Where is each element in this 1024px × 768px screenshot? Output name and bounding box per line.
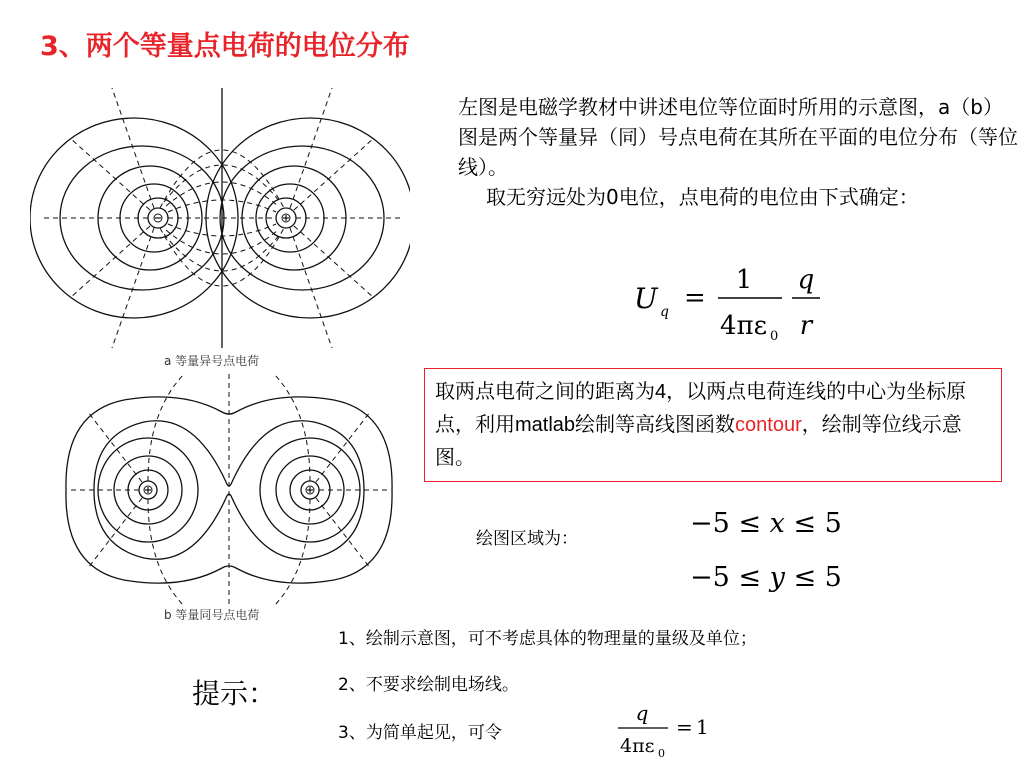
field-line (274, 374, 310, 481)
formula-num2: q (797, 265, 815, 295)
field-line (294, 138, 374, 210)
y-range-lower: −5 ≤ (690, 562, 770, 593)
hint-item: 3、为简单起见，可令 (338, 723, 502, 743)
hint-item: 1、绘制示意图，可不考虑具体的物理量的量级及单位； (338, 629, 757, 649)
field-line (148, 374, 184, 481)
formula-lhs: U (634, 282, 658, 315)
field-line (148, 499, 184, 606)
equipotential-line (242, 166, 346, 270)
formula-den1: 4πε (720, 311, 768, 341)
x-range (690, 508, 842, 539)
simplify-rhs: 1 (696, 715, 709, 739)
figure-opposite-charges (30, 78, 410, 368)
field-line (112, 228, 154, 348)
hint-title: 提示： (192, 677, 277, 710)
simplify-den-sub: 0 (658, 747, 665, 760)
caption-b: b 等量同号点电荷 (164, 608, 260, 622)
formula-den1-sub: 0 (770, 329, 779, 344)
x-variable: x (769, 508, 785, 539)
field-line (70, 226, 150, 298)
figure-like-charges (64, 372, 394, 608)
box-text-3: 绘制等高线图函数 (575, 412, 736, 436)
box-text-1: 取两点电荷之间的距离为 (435, 379, 655, 403)
caption-a: a 等量异号点电荷 (164, 354, 260, 368)
field-line (290, 88, 332, 208)
simplify-num: q (635, 701, 649, 725)
task-box (424, 368, 1002, 482)
hint-item: 2、不要求绘制电场线。 (338, 675, 519, 695)
region-label: 绘图区域为： (476, 529, 578, 549)
intro-text (458, 92, 1018, 212)
formula-eq: = (684, 283, 706, 313)
formula-lhs-sub: q (660, 304, 669, 320)
potential-formula (630, 258, 830, 348)
box-distance: 4 (655, 381, 667, 403)
formula-num1: 1 (735, 265, 753, 295)
field-line (274, 499, 310, 606)
x-range-upper: ≤ 5 (784, 508, 842, 539)
intro-paragraph-2: 取无穷远处为0电位，点电荷的电位由下式确定： (486, 185, 919, 209)
formula-den2: r (799, 311, 813, 341)
x-range-lower: −5 ≤ (690, 508, 770, 539)
y-range-upper: ≤ 5 (784, 562, 842, 593)
y-range (690, 562, 842, 593)
box-contour-func: contour (735, 414, 802, 436)
field-line (70, 138, 150, 210)
box-text-2: ，以两点电荷连线的中心为坐标原点，利用 (435, 379, 967, 436)
field-line (112, 88, 154, 208)
slide-title: 3、两个等量点电荷的电位分布 (40, 31, 410, 62)
intro-paragraph-1: 左图是电磁学教材中讲述电位等位面时所用的示意图，a（b）图是两个等量异（同）号点电荷在其所在平面的电位分布（等位线）。 (458, 95, 1018, 179)
y-variable: y (769, 562, 785, 593)
box-matlab: matlab (515, 414, 576, 436)
field-line (294, 226, 374, 298)
simplify-formula (614, 700, 724, 764)
field-line (290, 228, 332, 348)
simplify-den: 4πε (620, 735, 655, 757)
simplify-eq: = (676, 715, 693, 739)
box-text-4: ，绘制等位线示意图。 (435, 412, 962, 469)
